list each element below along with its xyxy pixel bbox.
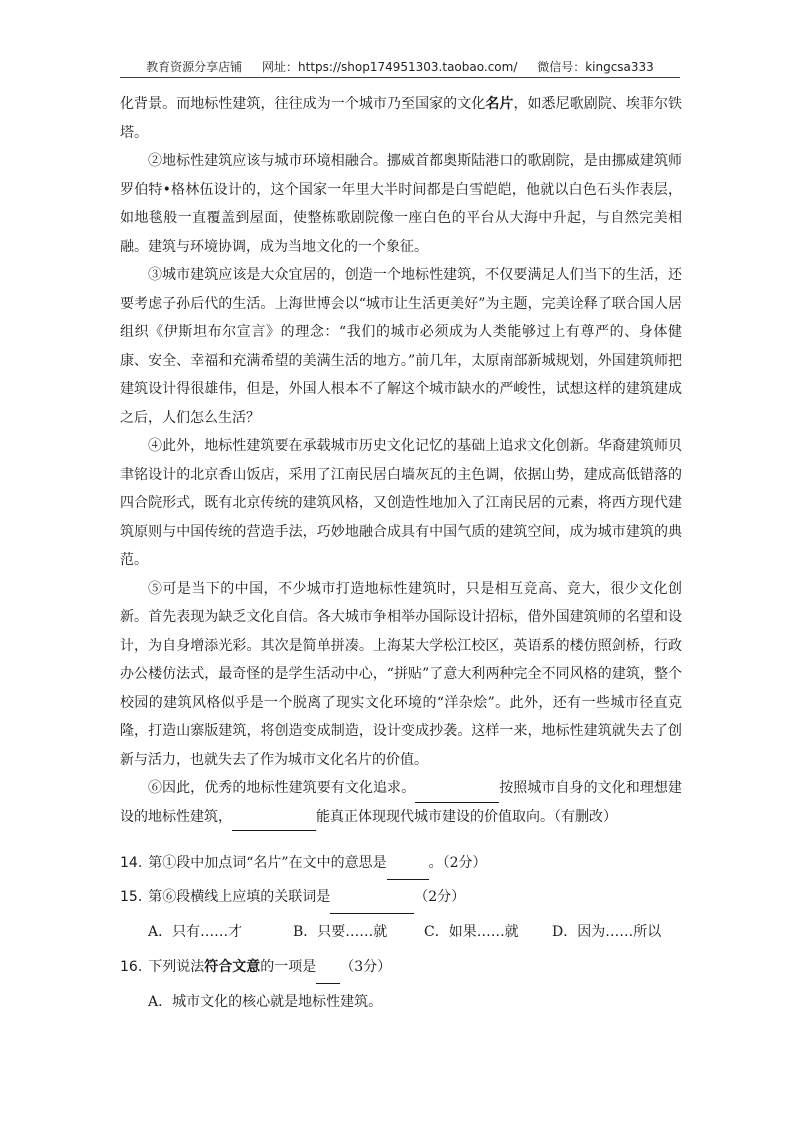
paragraph-text: 按照城市自身的文化和理想建设的地标性建筑， — [120, 780, 682, 825]
question-text: 。（2分） — [428, 855, 487, 871]
answer-blank[interactable] — [316, 963, 340, 984]
question-14 — [120, 846, 680, 880]
header-wechat: 微信号：kingcsa333 — [537, 60, 654, 74]
question-15 — [120, 880, 680, 914]
paragraph-text: ⑥因此，优秀的地标性建筑要有文化追求。 — [148, 780, 416, 796]
question-16-option-a[interactable]: A．城市文化的核心就是地标性建筑。 — [148, 994, 383, 1010]
answer-blank[interactable] — [330, 893, 414, 914]
question-text: （2分） — [414, 889, 466, 905]
header-shop: 教育资源分享店铺 — [146, 60, 243, 74]
passage-paragraph-1-continued — [120, 90, 682, 147]
passage-paragraph-6 — [120, 774, 682, 831]
question-number: 16. — [120, 959, 143, 975]
emphasized-phrase: 符合文意 — [204, 959, 261, 975]
questions-section — [120, 846, 680, 1020]
passage — [120, 90, 682, 831]
question-text: 第①段中加点词“名片”在文中的意思是 — [148, 855, 387, 871]
question-text: 第⑥段横线上应填的关联词是 — [148, 889, 331, 905]
question-16 — [120, 950, 680, 984]
paragraph-text: 能真正体现现代城市建设的价值取向。（有删改） — [316, 808, 617, 825]
paragraph-text: ，如悉尼歌剧院、埃菲尔铁塔。 — [120, 96, 683, 141]
question-15-options — [120, 914, 680, 950]
question-text: （3分） — [340, 959, 392, 975]
question-text: 的一项是 — [260, 959, 317, 975]
answer-blank[interactable] — [415, 782, 499, 803]
option-c[interactable]: C．如果……就 — [424, 924, 519, 940]
passage-paragraph-2: ②地标性建筑应该与城市环境相融合。挪威首都奥斯陆港口的歌剧院，是由挪威建筑师罗伯特•格林伍设计的，这个国家一年里大半时间都是白雪皑皑，他就以白色石头作表层，如地毯般一直覆盖到屋面，使整栋歌剧院像一座白色的平台从大海中升起，与自然完美相融。建筑与环境协调，成为当地文化的一个象征。 — [120, 153, 682, 255]
question-number: 14. — [120, 855, 143, 871]
header-url: 网址：https://shop174951303.taobao.com/ — [262, 60, 518, 74]
question-number: 15. — [120, 889, 143, 905]
paragraph-text: 化背景。而地标性建筑，往往成为一个城市乃至国家的文化 — [120, 96, 486, 112]
emphasized-word: 名片 — [485, 96, 514, 112]
page-header — [120, 58, 680, 75]
option-d[interactable]: D．因为……所以 — [552, 924, 662, 940]
question-text: 下列说法 — [148, 959, 205, 975]
header-divider — [120, 77, 680, 78]
option-b[interactable]: B．只要……就 — [293, 924, 388, 940]
option-a[interactable]: A．只有……才 — [148, 924, 243, 940]
passage-paragraph-4: ④此外，地标性建筑要在承载城市历史文化记忆的基础上追求文化创新。华裔建筑师贝聿铭设计的北京香山饭店，采用了江南民居白墙灰瓦的主色调，依据山势，建成高低错落的四合院形式，既有北京传统的建筑风格，又创造性地加入了江南民居的元素，将西方现代建筑原则与中国传统的营造手法，巧妙地融合成具有中国气质的建筑空间，成为城市建筑的典范。 — [120, 438, 682, 568]
passage-paragraph-3: ③城市建筑应该是大众宜居的，创造一个地标性建筑，不仅要满足人们当下的生活，还要考虑子孙后代的生活。上海世博会以“城市让生活更美好”为主题，完美诠释了联合国人居组织《伊斯坦布尔宣言》的理念：“我们的城市必须成为人类能够过上有尊严的、身体健康、安全、幸福和充满希望的美满生活的地方。”前几年，太原南部新城规划，外国建筑师把建筑设计得很雄伟，但是，外国人根本不了解这个城市缺水的严峻性，试想这样的建筑建成之后，人们怎么生活？ — [120, 267, 682, 426]
answer-blank[interactable] — [232, 810, 316, 831]
passage-paragraph-5: ⑤可是当下的中国，不少城市打造地标性建筑时，只是相互竞高、竞大，很少文化创新。首先表现为缺乏文化自信。各大城市争相举办国际设计招标，借外国建筑师的名望和设计，为自身增添光彩。其次是简单拼凑。上海某大学松江校区，英语系的楼仿照剑桥，行政办公楼仿法式，最奇怪的是学生活动中心，“拼贴”了意大利两种完全不同风格的建筑，整个校园的建筑风格似乎是一个脱离了现实文化环境的“洋杂烩”。此外，还有一些城市径直克隆，打造山寨版建筑，将创造变成制造，设计变成抄袭。这样一来，地标性建筑就失去了创新与活力，也就失去了作为城市文化名片的价值。 — [120, 580, 682, 768]
answer-blank[interactable] — [387, 859, 429, 880]
